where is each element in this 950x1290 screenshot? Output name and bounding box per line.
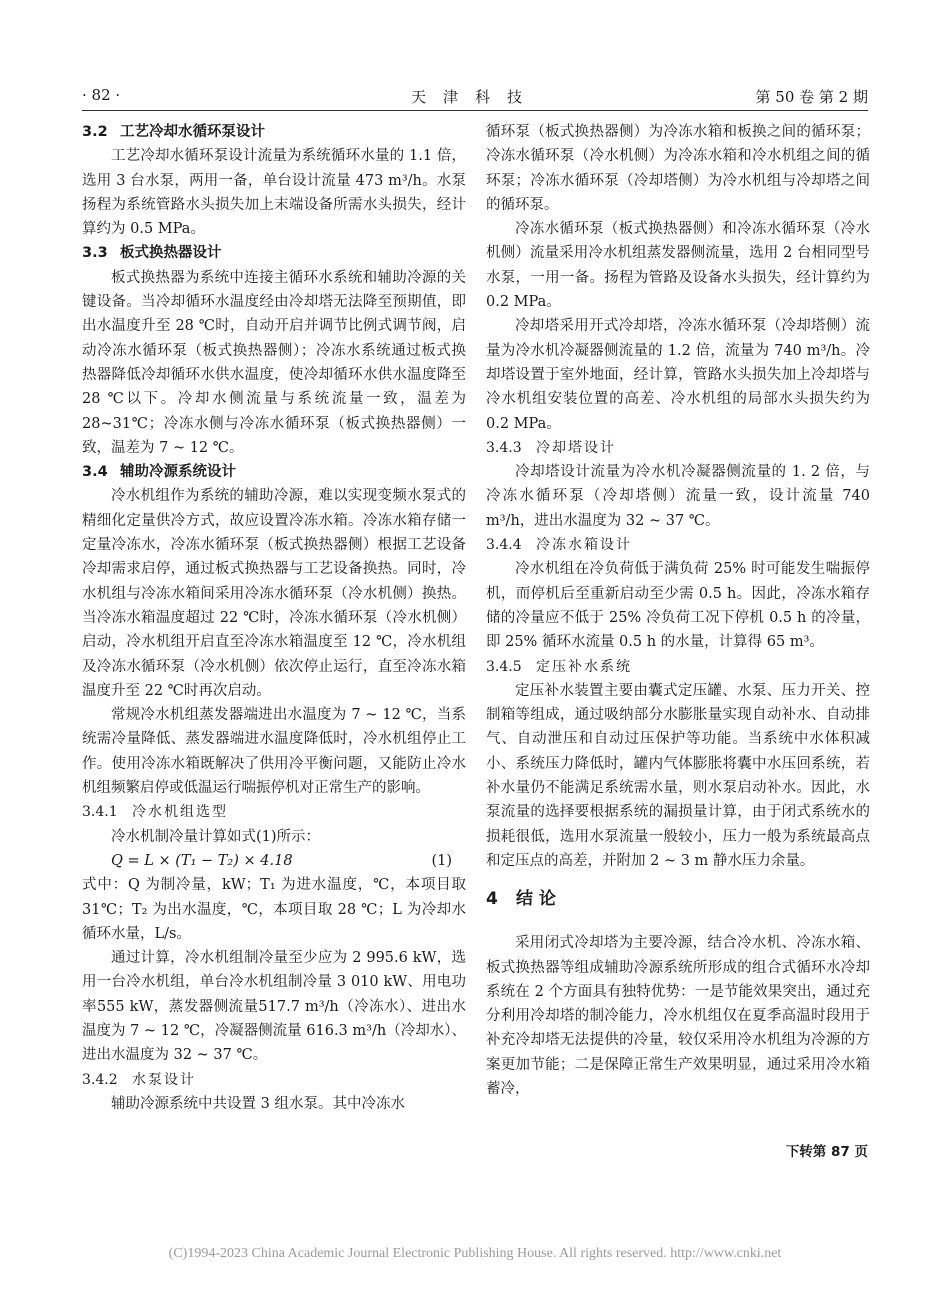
paragraph: 冷水机制冷量计算如式(1)所示： [111, 828, 321, 845]
subsection-heading-3-4-4: 3.4.4 冷冻水箱设计 [486, 537, 632, 554]
paragraph: 循环泵（板式换热器侧）为冷冻水箱和板换之间的循环泵；冷冻水循环泵（冷水机侧）为冷冻水箱和冷水机组之间的循环泵；冷冻水循环泵（冷却塔侧）为冷水机组与冷却塔之间的循环泵。 [486, 124, 870, 213]
paragraph: 常规冷水机组蒸发器端进出水温度为 7 ~ 12 ℃，当系统需冷量降低、蒸发器端进水温度降低时，冷水机组停止工作。使用冷冻水箱既解决了供用冷平衡问题，又能防止冷水机组频繁启停或低温运行喘振停机对正常生产的影响。 [82, 707, 466, 797]
section-heading-3-3: 3.3 板式换热器设计 [82, 245, 222, 262]
copyright-footer: (C)1994-2023 China Academic Journal Electronic Publishing House. All rights reserved. http://www.cnki.net [168, 1246, 782, 1261]
subsection-heading-3-4-5: 3.4.5 定压补水系统 [486, 658, 632, 675]
paragraph: 通过计算，冷水机组制冷量至少应为 2 995.6 kW，选用一台冷水机组，单台冷水机组制冷量 3 010 kW、用电功率555 kW，蒸发器侧流量517.7 m³/h（冷冻水）、进出水温度为 7 ~ 12 ℃，冷凝器侧流量 616.3 m³/h（冷却水）、进出水温度为 32 ~ 37 ℃。 [82, 950, 466, 1064]
volume-issue: 第 50 卷 第 2 期 [755, 88, 868, 106]
left-column [82, 120, 466, 1116]
journal-name: 天津科技 [410, 88, 539, 106]
paragraph: 冷水机组作为系统的辅助冷源，难以实现变频水泵式的精细化定量供冷方式，故应设置冷冻水箱。冷冻水箱存储一定量冷冻水，冷冻水循环泵（板式换热器侧）根据工艺设备冷却需求启停，通过板式换热器与工艺设备换热。同时，冷水机组与冷冻水箱间采用冷冻水循环泵（冷水机侧）换热。当冷冻水箱温度超过 22 ℃时，冷冻水循环泵（冷水机侧）启动，冷水机组开启直至冷冻水箱温度至 12 ℃，冷水机组及冷冻水循环泵（冷水机侧）依次停止运行，直至冷冻水箱温度升至 22 ℃时再次启动。 [82, 488, 466, 699]
equation [82, 849, 466, 873]
paragraph: 式中：Q 为制冷量，kW；T₁ 为进水温度，℃，本项目取 31℃；T₂ 为出水温度，℃，本项目取 28 ℃；L 为冷却水循环水量，L/s。 [82, 877, 466, 942]
equation-formula: Q = L × (T₁ − T₂) × 4.18 [111, 852, 293, 869]
paragraph: 工艺冷却水循环泵设计流量为系统循环水量的 1.1 倍，选用 3 台水泵，两用一备，单台设计流量 473 m³/h。水泵扬程为系统管路水头损失加上末端设备所需水头损失，经计算约为 0.5 MPa。 [82, 148, 466, 238]
paragraph: 定压补水装置主要由囊式定压罐、水泵、压力开关、控制箱等组成，通过吸纳部分水膨胀量实现自动补水、自动排气、自动泄压和自动过压保护等功能。当系统中水体积减小、系统压力降低时，罐内气体膨胀将囊中水压回系统，若补水量仍不能满足系统需水量，则水泵启动补水。因此，水泵流量的选择要根据系统的漏损量计算，由于闭式系统水的损耗很低，选用水泵流量一般较小，压力一般为系统最高点和定压点的高差，并附加 2 ~ 3 m 静水压力余量。 [486, 682, 870, 869]
subsection-heading-3-4-3: 3.4.3 冷却塔设计 [486, 439, 616, 456]
paragraph: 板式换热器为系统中连接主循环水系统和辅助冷源的关键设备。当冷却循环水温度经由冷却塔无法降至预期值，即出水温度升至 28 ℃时，自动开启并调节比例式调节阀，启动冷冻水循环泵（板式换热器侧）；冷冻水系统通过板式换热器降低冷却循环水供水温度，使冷却循环水供水温度降至 28 ℃以下。冷却水侧流量与系统流量一致，温差为 28~31℃；冷冻水侧与冷冻水循环泵（板式换热器侧）一致，温差为 7 ~ 12 ℃。 [82, 269, 466, 456]
subsection-heading-3-4-1: 3.4.1 冷水机组选型 [82, 804, 228, 821]
right-column [486, 120, 870, 1101]
section-heading-3-4: 3.4 辅助冷源系统设计 [82, 464, 236, 481]
subsection-heading-3-4-2: 3.4.2 水泵设计 [82, 1071, 196, 1088]
paragraph: 辅助冷源系统中共设置 3 组水泵。其中冷冻水 [111, 1095, 405, 1112]
page-number: · 82 · [82, 86, 121, 104]
running-header [82, 86, 868, 111]
paragraph: 采用闭式冷却塔为主要冷源，结合冷水机、冷冻水箱、板式换热器等组成辅助冷源系统所形成的组合式循环水冷却系统在 2 个方面具有独特优势：一是节能效果突出，通过充分利用冷却塔的制冷能力，冷水机组仅在夏季高温时段用于补充冷却塔无法提供的冷量，较仅采用冷水机组为冷源的方案更加节能；二是保障正常生产效果明显，通过采用冷水箱蓄冷， [486, 935, 870, 1097]
equation-number: (1) [431, 852, 452, 869]
paragraph: 冷却塔采用开式冷却塔，冷冻水循环泵（冷却塔侧）流量为冷水机冷凝器侧流量的 1.2 倍，流量为 740 m³/h。冷却塔设置于室外地面，经计算，管路水头损失加上冷却塔与冷水机组安装位置的高差、冷水机组的局部水头损失约为 0.2 MPa。 [486, 318, 870, 432]
paragraph: 冷水机组在冷负荷低于满负荷 25% 时可能发生喘振停机，而停机后至重新启动至少需 0.5 h。因此，冷冻水箱存储的冷量应不低于 25% 冷负荷工况下停机 0.5 h 的冷量，即 25% 循环水流量 0.5 h 的水量，计算得 65 m³。 [486, 561, 870, 651]
section-heading-4: 4 结 论 [486, 889, 556, 910]
paragraph: 冷却塔设计流量为冷水机冷凝器侧流量的 1. 2 倍，与冷冻水循环泵（冷却塔侧）流量一致，设计流量 740 m³/h，进出水温度为 32 ~ 37 ℃。 [486, 464, 870, 529]
continued-note: 下转第 87 页 [785, 1144, 868, 1160]
paragraph: 冷冻水循环泵（板式换热器侧）和冷冻水循环泵（冷水机侧）流量采用冷水机组蒸发器侧流量，选用 2 台相同型号水泵，一用一备。扬程为管路及设备水头损失，经计算约为 0.2 MPa。 [486, 221, 870, 311]
section-heading-3-2: 3.2 工艺冷却水循环泵设计 [82, 124, 265, 140]
